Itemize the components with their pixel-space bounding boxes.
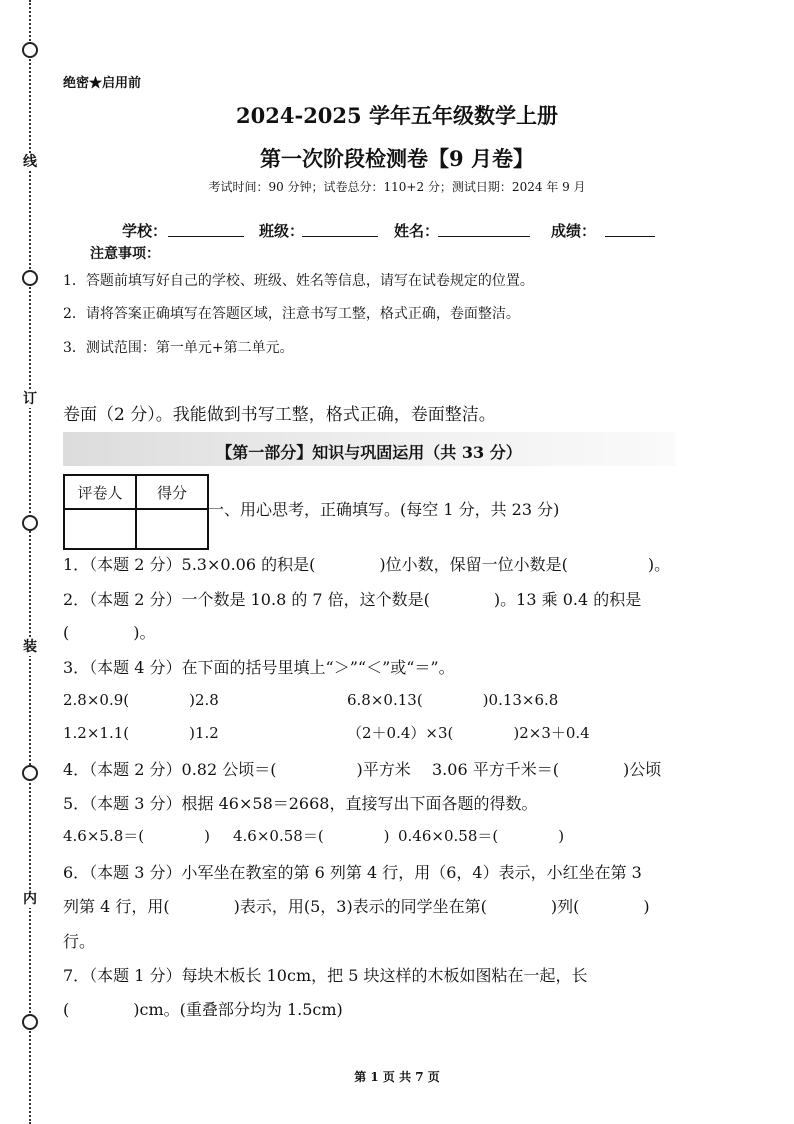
question-6-cont: 列第 4 行，用( )表示，用(5，3)表示的同学坐在第( )列( ): [63, 897, 650, 916]
question-7-cont: ( )cm。(重叠部分均为 1.5cm): [63, 1000, 343, 1019]
part-title: 【第一部分】知识与巩固运用（共 33 分）: [216, 443, 522, 462]
score-table: [63, 474, 209, 550]
question-3b: 6.8×0.13( )0.13×6.8: [347, 691, 559, 709]
score-field[interactable]: [605, 236, 655, 237]
notice-item: 2．请将答案正确填写在答题区域，注意书写工整，格式正确，卷面整洁。: [63, 306, 520, 322]
question-5a: 4.6×5.8＝( ): [63, 827, 210, 845]
notice-item: 3．测试范围：第一单元+第二单元。: [63, 340, 294, 356]
notice-title: 注意事项：: [90, 246, 160, 262]
question-6: 6．（本题 3 分）小军坐在教室的第 6 列第 4 行，用（6，4）表示，小红坐在第 3: [63, 863, 642, 882]
page-footer: 第 1 页 共 7 页: [354, 1070, 440, 1084]
binding-char-xian: 线: [23, 154, 37, 170]
score-header: 得分: [136, 475, 208, 509]
question-5c: 0.46×0.58＝( ): [398, 827, 565, 845]
question-2: 2．（本题 2 分）一个数是 10.8 的 7 倍，这个数是( )。13 乘 0.4 的积是: [63, 590, 642, 609]
exam-subtitle: 第一次阶段检测卷【9 月卷】: [260, 146, 534, 171]
neatness-note: 卷面（2 分）。我能做到书写工整，格式正确，卷面整洁。: [63, 405, 496, 425]
question-3c: 1.2×1.1( )1.2: [63, 724, 219, 742]
binding-circle-icon: [22, 42, 38, 58]
name-field[interactable]: [438, 236, 530, 237]
secret-label: 绝密★启用前: [63, 76, 142, 91]
exam-meta: 考试时间：90 分钟；试卷总分：110+2 分；测试日期：2024 年 9 月: [208, 180, 586, 194]
binding-circle-icon: [22, 270, 38, 286]
score-cell[interactable]: [136, 509, 208, 549]
question-1: 1．（本题 2 分）5.3×0.06 的积是( )位小数，保留一位小数是( )。: [63, 555, 671, 574]
class-field[interactable]: [302, 236, 378, 237]
question-5: 5．（本题 3 分）根据 46×58＝2668，直接写出下面各题的得数。: [63, 794, 538, 813]
section-title: 一、用心思考，正确填写。(每空 1 分，共 23 分): [208, 500, 560, 519]
binding-circle-icon: [22, 765, 38, 781]
score-label: 成绩：: [551, 222, 597, 240]
question-4b: 3.06 平方千米＝( )公顷: [432, 760, 662, 779]
question-5b: 4.6×0.58＝( ): [233, 827, 390, 845]
binding-char-zhuang: 装: [23, 639, 37, 655]
name-label: 姓名：: [394, 222, 440, 240]
grader-cell[interactable]: [64, 509, 136, 549]
binding-char-ding: 订: [23, 391, 37, 407]
question-7: 7．（本题 1 分）每块木板长 10cm，把 5 块这样的木板如图粘在一起，长: [63, 966, 588, 985]
school-field[interactable]: [168, 236, 244, 237]
question-3a: 2.8×0.9( )2.8: [63, 691, 219, 709]
binding-circle-icon: [22, 515, 38, 531]
question-4a: 4．（本题 2 分）0.82 公顷＝( )平方米: [63, 760, 411, 779]
question-3: 3．（本题 4 分）在下面的括号里填上“＞”“＜”或“＝”。: [63, 658, 455, 677]
notice-item: 1．答题前填写好自己的学校、班级、姓名等信息，请写在试卷规定的位置。: [63, 273, 534, 289]
school-label: 学校：: [122, 222, 168, 240]
binding-char-nei: 内: [23, 891, 37, 907]
question-6-end: 行。: [63, 932, 96, 951]
class-label: 班级：: [259, 222, 305, 240]
question-3d: （2＋0.4）×3( )2×3＋0.4: [347, 724, 590, 742]
exam-title: 2024-2025 学年五年级数学上册: [236, 103, 558, 128]
grader-header: 评卷人: [64, 475, 136, 509]
question-2-cont: ( )。: [63, 623, 156, 642]
binding-circle-icon: [22, 1014, 38, 1030]
